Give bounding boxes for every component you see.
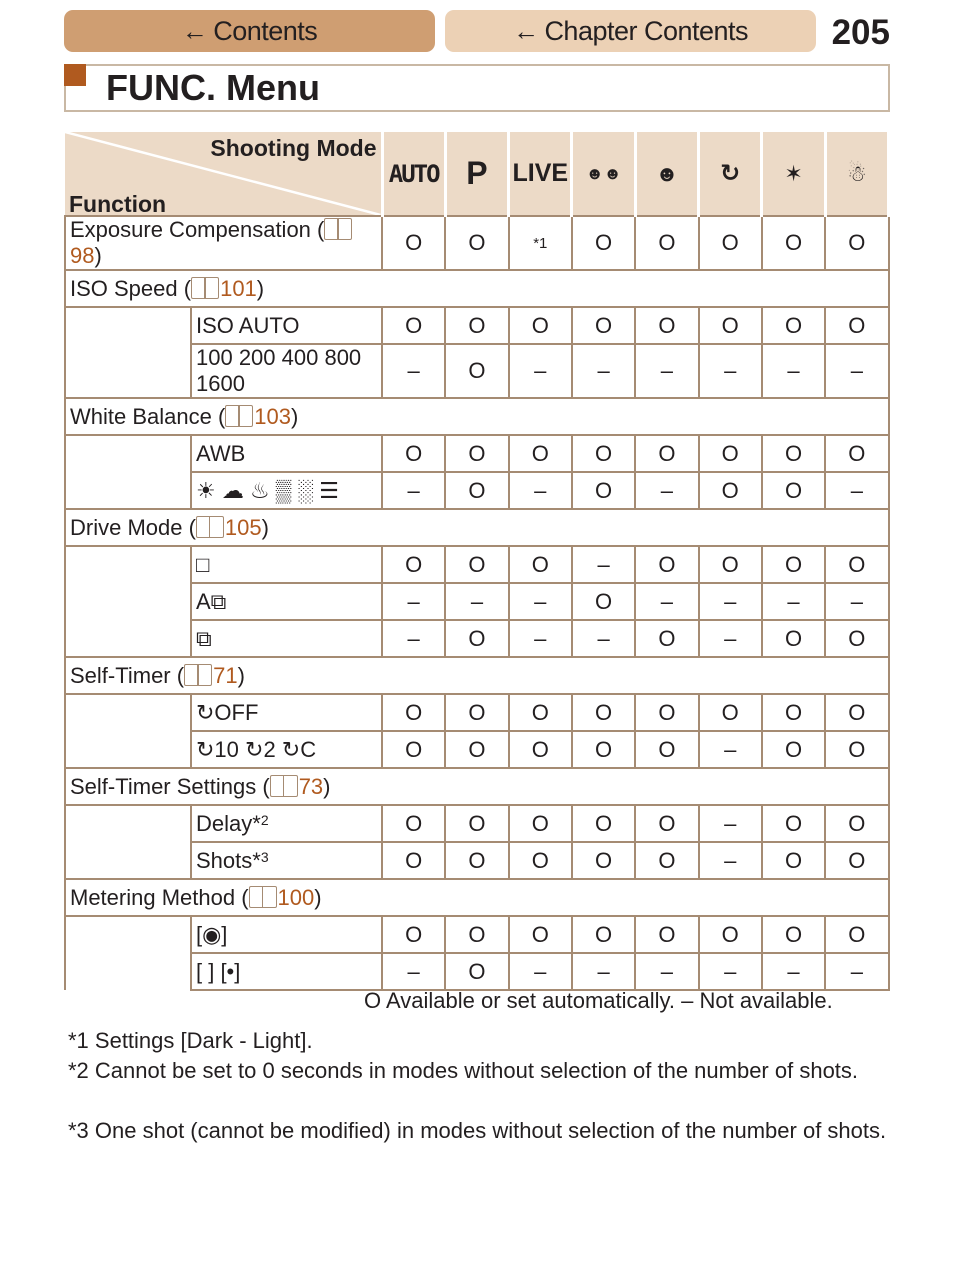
mode-program-icon: P [445,132,508,216]
availability-cell: O [825,805,888,842]
paren-close: ) [314,884,322,910]
setting-icon: [ ] [•] [196,958,241,984]
title-marker [64,64,86,86]
availability-cell: O [572,472,635,509]
page-reference-link[interactable]: 103 [254,403,292,429]
availability-cell: O [635,805,698,842]
availability-cell: – [825,953,888,990]
function-row [65,768,889,805]
availability-cell: O [635,216,698,270]
function-table [64,132,890,991]
availability-cell: O [382,546,445,583]
availability-cell: – [509,472,572,509]
availability-cell: – [445,583,508,620]
availability-cell: – [382,953,445,990]
page-reference-link[interactable]: 100 [277,884,315,910]
legend: O Available or set automatically. – Not available. [364,988,833,1013]
availability-cell: O [699,307,762,344]
availability-cell: O [445,307,508,344]
availability-cell: O [445,953,508,990]
indent-cell [65,842,191,879]
function-name: Exposure Compensation ( [70,217,325,242]
book-icon [196,516,224,538]
availability-cell: O [825,307,888,344]
function-name: Metering Method ( [70,884,249,910]
setting-label [191,583,382,620]
setting-label [191,307,382,344]
setting-label [191,953,382,990]
contents-label: Contents [213,15,318,46]
availability-cell: O [382,805,445,842]
back-arrow-icon: ← [181,15,208,46]
availability-cell: O [382,916,445,953]
header-corner [65,132,382,216]
setting-row [65,435,889,472]
setting-icon: ⧉ [196,625,212,651]
availability-cell: O [699,546,762,583]
page-reference-link[interactable]: 73 [298,773,324,799]
setting-icon: A⧉ [196,588,227,614]
footnote-1: *1 Settings [Dark - Light]. [68,1028,313,1053]
availability-cell: O [825,694,888,731]
mode-face-icon: ☻ [635,132,698,216]
contents-button[interactable] [64,10,435,52]
footnote-marker: 3 [260,848,269,865]
function-name: Self-Timer ( [70,662,185,688]
setting-row [65,694,889,731]
availability-cell: O [572,842,635,879]
book-icon [191,277,219,299]
mode-snow-icon: ☃ [825,132,888,216]
function-label [65,768,889,805]
function-row [65,879,889,916]
function-label [65,398,889,435]
availability-cell: – [699,842,762,879]
availability-cell: – [762,583,825,620]
setting-label [191,472,382,509]
availability-cell: O [509,694,572,731]
setting-row [65,731,889,768]
availability-cell: – [699,583,762,620]
availability-cell: – [635,472,698,509]
setting-icon: AWB [196,440,246,466]
availability-cell: O [509,916,572,953]
availability-cell: O [762,620,825,657]
availability-cell: – [382,472,445,509]
function-label [65,879,889,916]
availability-cell: O [445,546,508,583]
function-row [65,398,889,435]
availability-cell: – [382,583,445,620]
availability-cell: – [509,953,572,990]
mode-auto-icon: AUTO [382,132,445,216]
availability-cell: O [572,435,635,472]
page-reference-link[interactable]: 71 [213,662,238,688]
function-name: ISO Speed ( [70,275,192,301]
setting-label [191,916,382,953]
availability-cell: O [762,472,825,509]
availability-cell: – [509,583,572,620]
availability-cell: O [382,307,445,344]
availability-cell: O [825,546,888,583]
function-name: Drive Mode ( [70,514,196,540]
setting-row [65,546,889,583]
availability-cell: – [382,620,445,657]
paren-close: ) [323,773,331,799]
indent-cell [65,344,191,398]
setting-row [65,620,889,657]
availability-cell: O [762,216,825,270]
paren-close: ) [94,243,102,268]
availability-cell: O [445,472,508,509]
setting-row [65,916,889,953]
availability-cell: – [572,620,635,657]
availability-cell: O [825,916,888,953]
setting-row [65,953,889,990]
function-label [65,657,889,694]
availability-cell: – [699,620,762,657]
availability-cell: O [762,842,825,879]
availability-cell: O [635,307,698,344]
availability-cell: O [572,805,635,842]
mode-low-light-icon: ✶ [762,132,825,216]
availability-cell: – [635,344,698,398]
availability-cell: O [445,805,508,842]
indent-cell [65,307,191,344]
paren-close: ) [291,403,299,429]
shooting-mode-header: Shooting Mode [210,135,377,161]
availability-cell: O [635,546,698,583]
availability-cell: O [445,620,508,657]
availability-cell: O [445,694,508,731]
page-reference-link[interactable]: 105 [224,514,262,540]
availability-cell: O [509,307,572,344]
setting-label [191,731,382,768]
availability-cell: O [572,307,635,344]
setting-icon: □ [196,551,210,577]
book-icon [225,405,253,427]
availability-cell: – [825,583,888,620]
availability-cell: O [382,731,445,768]
function-row [65,657,889,694]
paren-close: ) [237,662,245,688]
availability-cell: O [572,694,635,731]
mode-live-icon: LIVE [509,132,572,216]
availability-cell: O [762,731,825,768]
availability-cell: – [762,953,825,990]
availability-cell: O [825,620,888,657]
indent-cell [65,953,191,990]
book-icon [324,218,352,240]
setting-label [191,344,382,398]
availability-cell: O [825,842,888,879]
availability-cell: *1 [509,216,572,270]
indent-cell [65,583,191,620]
availability-cell: – [699,344,762,398]
function-name: White Balance ( [70,403,226,429]
indent-cell [65,472,191,509]
availability-cell: O [825,216,888,270]
availability-cell: O [762,694,825,731]
footnote-3: *3 One shot (cannot be modified) in modes without selection of the number of shots. [68,1118,887,1143]
availability-cell: O [635,842,698,879]
page-reference-link[interactable]: 98 [70,243,95,268]
indent-cell [65,435,191,472]
mode-portrait-group-icon: ☻☻ [572,132,635,216]
book-icon [270,775,298,797]
indent-cell [65,805,191,842]
function-row [65,216,889,270]
availability-cell: – [572,344,635,398]
function-name: Self-Timer Settings ( [70,773,270,799]
availability-cell: – [509,620,572,657]
availability-cell: O [699,694,762,731]
availability-cell: O [509,805,572,842]
setting-icon: Delay* [196,810,261,836]
setting-row [65,583,889,620]
availability-cell: O [762,307,825,344]
setting-icon: ISO AUTO [196,312,300,338]
mode-timer-icon: ↻ [699,132,762,216]
availability-cell: – [699,731,762,768]
function-header: Function [69,191,167,217]
availability-cell: O [635,435,698,472]
availability-cell: O [825,435,888,472]
availability-cell: O [445,435,508,472]
setting-icon: Shots* [196,847,261,873]
availability-cell: O [825,731,888,768]
chapter-contents-button[interactable] [445,10,816,52]
setting-row [65,344,889,398]
setting-row [65,842,889,879]
availability-cell: O [382,435,445,472]
availability-cell: O [635,731,698,768]
function-label [65,270,889,307]
availability-cell: O [445,916,508,953]
setting-row [65,805,889,842]
availability-cell: – [699,953,762,990]
setting-row [65,307,889,344]
setting-label [191,694,382,731]
availability-cell: O [762,435,825,472]
availability-cell: O [445,731,508,768]
setting-icon: ↻OFF [196,699,259,725]
availability-cell: O [509,731,572,768]
book-icon [184,664,212,686]
availability-cell: O [572,916,635,953]
setting-label [191,435,382,472]
chapter-contents-label: Chapter Contents [544,15,749,46]
availability-cell: – [572,546,635,583]
availability-cell: O [509,842,572,879]
setting-label [191,620,382,657]
back-arrow-icon: ← [512,15,539,46]
availability-cell: – [635,583,698,620]
page-reference-link[interactable]: 101 [220,275,257,301]
availability-cell: O [699,435,762,472]
setting-label [191,546,382,583]
function-row [65,270,889,307]
function-label [65,216,382,270]
availability-cell: O [635,694,698,731]
availability-cell: O [572,583,635,620]
setting-icon: ↻10 ↻2 ↻C [196,736,317,762]
paren-close: ) [261,514,269,540]
availability-cell: O [635,620,698,657]
availability-cell: O [762,546,825,583]
availability-cell: O [572,731,635,768]
footnote-2: *2 Cannot be set to 0 seconds in modes without selection of the number of shots. [68,1058,859,1083]
setting-label [191,805,382,842]
availability-cell: O [699,916,762,953]
availability-cell: O [445,344,508,398]
paren-close: ) [256,275,265,301]
availability-cell: O [762,805,825,842]
availability-cell: – [762,344,825,398]
availability-cell: O [762,916,825,953]
indent-cell [65,546,191,583]
book-icon [249,886,277,908]
availability-cell: – [699,805,762,842]
indent-cell [65,916,191,953]
table-header-row [65,132,889,216]
indent-cell [65,731,191,768]
availability-cell: – [825,344,888,398]
availability-cell: – [382,344,445,398]
availability-cell: – [572,953,635,990]
footnote-marker: 2 [260,811,269,828]
availability-cell: O [445,842,508,879]
indent-cell [65,694,191,731]
availability-cell: – [825,472,888,509]
setting-icon: 100 200 400 800 1600 [196,345,362,396]
availability-cell: O [699,472,762,509]
function-row [65,509,889,546]
setting-label [191,842,382,879]
setting-icon: [◉] [196,921,228,947]
availability-cell: O [699,216,762,270]
availability-cell: O [572,216,635,270]
availability-cell: O [509,435,572,472]
availability-cell: – [635,953,698,990]
setting-row [65,472,889,509]
function-label [65,509,889,546]
page-title: FUNC. Menu [106,67,320,108]
availability-cell: O [509,546,572,583]
setting-icon: ☀ ☁ ♨ ▒ ░ ☰ [196,477,339,503]
availability-cell: O [382,694,445,731]
page-number: 205 [831,13,890,52]
availability-cell: O [445,216,508,270]
availability-cell: O [382,216,445,270]
availability-cell: O [635,916,698,953]
indent-cell [65,620,191,657]
availability-cell: O [382,842,445,879]
availability-cell: – [509,344,572,398]
